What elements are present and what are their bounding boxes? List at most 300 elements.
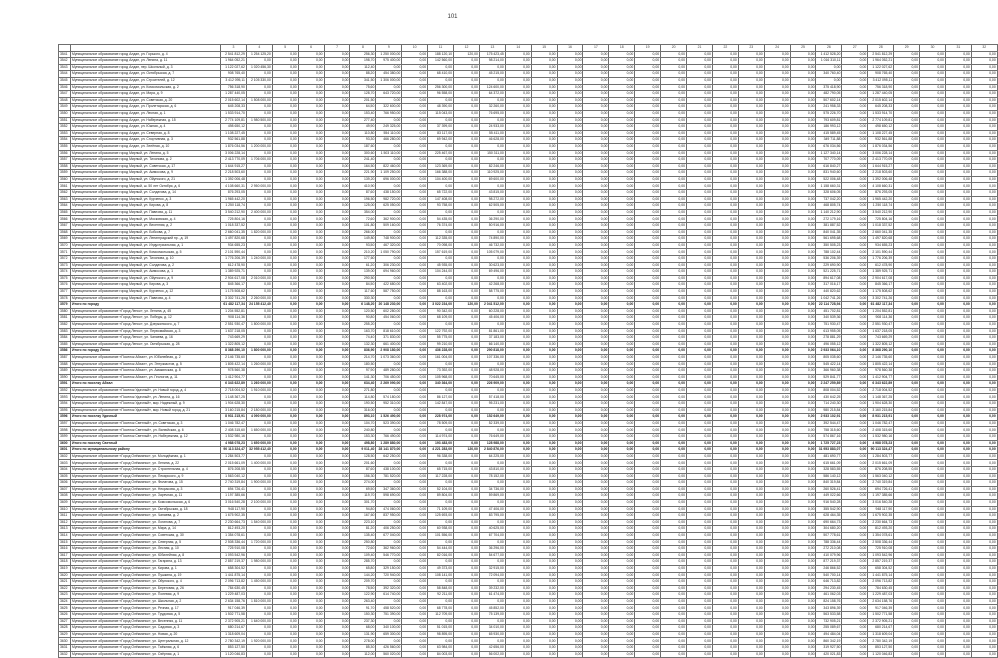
table-cell: 0,00 xyxy=(894,473,920,480)
table-cell: 0,00 xyxy=(505,585,531,592)
table-cell: 0,00 xyxy=(790,374,816,381)
table-cell: 0,00 xyxy=(246,249,272,256)
table-cell: 0,00 xyxy=(842,638,868,645)
table-cell: 271,80 xyxy=(350,387,376,394)
table-cell: 0,00 xyxy=(454,368,480,375)
table-cell: 0,00 xyxy=(661,104,687,111)
table-cell: 0,00 xyxy=(272,480,298,487)
table-cell: 0,00 xyxy=(790,288,816,295)
table-cell: 0,00 xyxy=(712,275,738,282)
table-cell: 0,00 xyxy=(479,519,505,526)
table-cell: 612 478,90 xyxy=(221,262,247,269)
table-cell: 0,00 xyxy=(738,183,764,190)
table-cell: 0,00 xyxy=(635,401,661,408)
table-cell: 932 561,88 xyxy=(221,137,247,144)
table-cell: 0,00 xyxy=(402,242,428,249)
table-cell: 0,00 xyxy=(738,64,764,71)
table-cell: 0,00 xyxy=(894,282,920,289)
table-cell: 0,00 xyxy=(945,203,971,210)
table-cell: 1 675 902,35 xyxy=(221,513,247,520)
table-cell: 0,00 xyxy=(583,150,609,157)
table-cell: 0,00 xyxy=(609,137,635,144)
table-cell: 0,00 xyxy=(764,315,790,322)
table-cell: 104,70 xyxy=(350,420,376,427)
table-cell: 210,20 xyxy=(350,249,376,256)
row-name: Муниципальное образование «Город Олёкминск», ул. Пекарского, д. 9 xyxy=(71,473,221,480)
table-cell: 0,00 xyxy=(712,513,738,520)
table-cell: 0,00 xyxy=(661,196,687,203)
table-cell: 0,00 xyxy=(479,427,505,434)
table-cell: 0,00 xyxy=(531,130,557,137)
table-cell: 0,00 xyxy=(842,150,868,157)
table-cell: 0,00 xyxy=(635,269,661,276)
table-cell: 0,00 xyxy=(738,592,764,599)
table-cell: 0,00 xyxy=(971,58,997,65)
table-cell: 0,00 xyxy=(557,546,583,553)
table-cell: 642 250,00 xyxy=(376,453,402,460)
table-cell: 272 210,08 xyxy=(816,546,842,553)
table-cell: 0,00 xyxy=(945,295,971,302)
row-name: Итого по поселку Айхал xyxy=(71,381,221,388)
table-cell: 341,50 xyxy=(350,77,376,84)
table-cell: 22 114 728,94 xyxy=(816,302,842,309)
table-cell: 0,00 xyxy=(609,645,635,652)
table-cell: 0,00 xyxy=(298,532,324,539)
table-cell: 1 197 385,66 xyxy=(868,493,894,500)
table-cell: 0,00 xyxy=(583,190,609,197)
table-cell: 6 343 622,89 xyxy=(221,381,247,388)
table-cell: 0,00 xyxy=(246,565,272,572)
table-cell: 0,00 xyxy=(324,216,350,223)
table-cell: 1 322 805,12 xyxy=(868,341,894,348)
table-cell: 1 093 542,96 xyxy=(221,552,247,559)
table-cell: 0,00 xyxy=(402,354,428,361)
table-cell: 748 900,00 xyxy=(376,236,402,243)
table-cell: 0,00 xyxy=(945,110,971,117)
table-cell: 0,00 xyxy=(402,420,428,427)
table-cell: 0,00 xyxy=(479,407,505,414)
table-cell: 8 368 290,10 xyxy=(868,348,894,355)
table-cell: 0,00 xyxy=(687,51,713,58)
table-cell: 0,00 xyxy=(402,526,428,533)
table-cell: 354,00 xyxy=(350,209,376,216)
table-cell: 304 680,20 xyxy=(816,526,842,533)
table-cell: 2 541 812,29 xyxy=(868,51,894,58)
table-cell: 46 732,00 xyxy=(479,242,505,249)
row-name: Муниципальное образование город Алдан, ул. Мира, д. 9 xyxy=(71,91,221,98)
table-row xyxy=(59,427,998,434)
table-cell: 0,00 xyxy=(635,137,661,144)
table-cell: 415 589,45 xyxy=(816,130,842,137)
column-header: 22 xyxy=(712,45,738,52)
table-cell: 0,00 xyxy=(583,137,609,144)
table-cell: 0,00 xyxy=(583,559,609,566)
table-cell: 1 018 337,52 xyxy=(868,223,894,230)
table-cell: 0,00 xyxy=(531,97,557,104)
table-cell: 1 289 880,00 xyxy=(376,440,402,447)
table-cell: 0,00 xyxy=(609,282,635,289)
table-cell: 0,00 xyxy=(790,143,816,150)
table-cell: 0,00 xyxy=(661,447,687,454)
table-cell: 70 645,00 xyxy=(479,374,505,381)
table-cell: 0,00 xyxy=(790,645,816,652)
table-cell: 84 003,00 xyxy=(428,651,454,658)
table-cell: 0,00 xyxy=(738,51,764,58)
table-cell: 0,00 xyxy=(790,64,816,71)
row-number: 3617 xyxy=(59,552,71,559)
table-cell: 876 293,05 xyxy=(868,190,894,197)
table-cell: 141,30 xyxy=(350,374,376,381)
table-cell: 0,00 xyxy=(246,315,272,322)
row-number: 3622 xyxy=(59,585,71,592)
table-cell: 612 478,90 xyxy=(868,262,894,269)
table-cell: 0,00 xyxy=(842,625,868,632)
row-name: Муниципальное образование город Мирный, ул. Павлова, д. 11 xyxy=(71,209,221,216)
table-cell: 0,00 xyxy=(790,176,816,183)
table-cell: 0,00 xyxy=(738,308,764,315)
table-cell: 0,00 xyxy=(402,170,428,177)
table-cell: 0,00 xyxy=(609,447,635,454)
table-cell: 0,00 xyxy=(971,381,997,388)
table-cell: 0,00 xyxy=(298,401,324,408)
table-cell: 0,00 xyxy=(894,579,920,586)
table-cell: 0,00 xyxy=(738,526,764,533)
table-cell: 0,00 xyxy=(272,368,298,375)
table-cell: 0,00 xyxy=(557,84,583,91)
table-cell: 0,00 xyxy=(609,467,635,474)
row-name: Муниципальное образование «Город Ленск», ул. Октябрьская, д. 28 xyxy=(71,341,221,348)
table-cell: 0,00 xyxy=(687,91,713,98)
table-cell: 0,00 xyxy=(661,625,687,632)
table-cell: 0,00 xyxy=(272,321,298,328)
table-cell: 0,00 xyxy=(842,387,868,394)
column-header: 14 xyxy=(505,45,531,52)
table-cell: 1 720 000,00 xyxy=(246,539,272,546)
table-cell: 34 010,00 xyxy=(479,625,505,632)
table-cell: 0,00 xyxy=(454,176,480,183)
table-cell: 0,00 xyxy=(376,387,402,394)
table-cell: 0,00 xyxy=(583,183,609,190)
table-cell: 0,00 xyxy=(479,256,505,263)
table-cell: 0,00 xyxy=(583,163,609,170)
table-cell: 0,00 xyxy=(609,612,635,619)
table-cell: 0,00 xyxy=(402,374,428,381)
table-cell: 64,50 xyxy=(350,104,376,111)
table-cell: 0,00 xyxy=(945,368,971,375)
table-row xyxy=(59,110,998,117)
table-cell: 406 250,00 xyxy=(376,526,402,533)
table-cell: 808 004,52 xyxy=(816,387,842,394)
table-cell: 0,00 xyxy=(609,104,635,111)
table-cell: 0,00 xyxy=(557,203,583,210)
table-cell: 0,00 xyxy=(272,486,298,493)
table-cell: 69 942,00 xyxy=(428,137,454,144)
row-name: Муниципальное образование «Город Ленск», ул. Дзержинского, д. 7 xyxy=(71,321,221,328)
row-number: 3607 xyxy=(59,486,71,493)
table-cell: 0,00 xyxy=(531,137,557,144)
table-cell: 0,00 xyxy=(971,236,997,243)
table-cell: 101 556,00 xyxy=(428,532,454,539)
table-cell: 0,00 xyxy=(557,499,583,506)
table-cell: 0,00 xyxy=(402,262,428,269)
row-number: 3620 xyxy=(59,572,71,579)
table-cell: 0,00 xyxy=(790,91,816,98)
table-cell: 1 540 000,00 xyxy=(246,519,272,526)
table-cell: 0,00 xyxy=(971,124,997,131)
table-cell: 0,00 xyxy=(557,565,583,572)
table-cell: 68 778,00 xyxy=(428,605,454,612)
table-row xyxy=(59,493,998,500)
table-cell: 0,00 xyxy=(298,546,324,553)
table-cell: 837 950,00 xyxy=(376,513,402,520)
table-cell: 0,00 xyxy=(557,480,583,487)
table-cell: 0,00 xyxy=(842,302,868,309)
table-cell: 0,00 xyxy=(454,190,480,197)
table-cell: 0,00 xyxy=(454,110,480,117)
table-cell: 0,00 xyxy=(505,137,531,144)
table-cell: 0,00 xyxy=(246,335,272,342)
table-cell: 0,00 xyxy=(609,460,635,467)
table-cell: 0,00 xyxy=(298,539,324,546)
table-cell: 0,00 xyxy=(531,91,557,98)
table-cell: 0,00 xyxy=(402,176,428,183)
table-cell: 0,00 xyxy=(764,282,790,289)
table-cell: 0,00 xyxy=(531,282,557,289)
table-cell: 349 711,88 xyxy=(816,137,842,144)
table-cell: 0,00 xyxy=(661,506,687,513)
table-cell: 0,00 xyxy=(712,532,738,539)
table-cell: 0,00 xyxy=(920,288,946,295)
table-cell: 0,00 xyxy=(557,97,583,104)
table-cell: 1 046 782,47 xyxy=(221,420,247,427)
table-cell: 0,00 xyxy=(531,209,557,216)
column-header: 24 xyxy=(764,45,790,52)
table-cell: 0,00 xyxy=(246,572,272,579)
table-cell: 0,00 xyxy=(738,559,764,566)
table-cell: 0,00 xyxy=(635,585,661,592)
table-cell: 0,00 xyxy=(661,249,687,256)
table-cell: 0,00 xyxy=(712,374,738,381)
table-cell: 0,00 xyxy=(842,598,868,605)
table-cell: 0,00 xyxy=(661,143,687,150)
table-cell: 0,00 xyxy=(894,321,920,328)
table-cell: 0,00 xyxy=(557,598,583,605)
table-cell: 0,00 xyxy=(738,625,764,632)
row-name: Муниципальное образование город Алдан, ул. Набережная, д. 15 xyxy=(71,117,221,124)
table-cell: 0,00 xyxy=(298,190,324,197)
table-cell: 0,00 xyxy=(609,519,635,526)
table-cell: 0,00 xyxy=(454,321,480,328)
table-cell: 0,00 xyxy=(479,275,505,282)
table-cell: 0,00 xyxy=(842,618,868,625)
table-cell: 934 655,23 xyxy=(221,242,247,249)
table-row xyxy=(59,288,998,295)
table-cell: 0,00 xyxy=(635,387,661,394)
table-cell: 422 680,00 xyxy=(376,282,402,289)
table-cell: 84,50 xyxy=(350,282,376,289)
table-cell: 0,00 xyxy=(246,368,272,375)
table-cell: 0,00 xyxy=(376,499,402,506)
table-cell: 0,00 xyxy=(324,612,350,619)
table-cell: 0,00 xyxy=(842,282,868,289)
table-cell: 436 228,00 xyxy=(428,348,454,355)
table-row xyxy=(59,434,998,441)
table-cell: 0,00 xyxy=(609,572,635,579)
table-cell: 0,00 xyxy=(505,216,531,223)
table-cell: 2 372 905,21 xyxy=(868,618,894,625)
table-cell: 105 968,00 xyxy=(428,374,454,381)
table-cell: 0,00 xyxy=(272,625,298,632)
table-cell: 237,30 xyxy=(350,618,376,625)
table-cell: 0,00 xyxy=(324,605,350,612)
table-row xyxy=(59,585,998,592)
table-cell: 0,00 xyxy=(402,618,428,625)
table-cell: 1 563 040,12 xyxy=(868,473,894,480)
column-header: 19 xyxy=(635,45,661,52)
table-cell: 294 230,45 xyxy=(816,585,842,592)
table-cell: 0,00 xyxy=(505,513,531,520)
table-cell: 0,00 xyxy=(609,262,635,269)
table-cell: 0,00 xyxy=(272,262,298,269)
table-cell: 0,00 xyxy=(505,579,531,586)
table-cell: 1 284 503,77 xyxy=(868,453,894,460)
table-cell: 0,00 xyxy=(454,460,480,467)
table-cell: 0,00 xyxy=(298,242,324,249)
table-cell: 0,00 xyxy=(712,97,738,104)
table-cell: 0,00 xyxy=(764,328,790,335)
table-cell: 0,00 xyxy=(687,387,713,394)
table-cell: 142 560,00 xyxy=(428,58,454,65)
row-number: 3608 xyxy=(59,493,71,500)
table-cell: 0,00 xyxy=(712,480,738,487)
table-cell: 876 208,55 xyxy=(868,467,894,474)
table-row xyxy=(59,559,998,566)
table-row xyxy=(59,387,998,394)
row-number: 3560 xyxy=(59,176,71,183)
table-cell: 0,00 xyxy=(402,631,428,638)
table-cell: 0,00 xyxy=(712,256,738,263)
table-cell: 0,00 xyxy=(557,58,583,65)
row-number: 3589 xyxy=(59,368,71,375)
table-cell: 0,00 xyxy=(557,256,583,263)
table-cell: 0,00 xyxy=(454,341,480,348)
table-cell: 0,00 xyxy=(402,71,428,78)
table-cell: 0,00 xyxy=(712,467,738,474)
table-cell: 139,20 xyxy=(350,176,376,183)
table-cell: 0,00 xyxy=(298,143,324,150)
table-cell: 0,00 xyxy=(402,434,428,441)
table-cell: 0,00 xyxy=(790,84,816,91)
table-cell: 122 792,00 xyxy=(428,328,454,335)
table-cell: 0,00 xyxy=(609,513,635,520)
table-cell: 0,00 xyxy=(376,229,402,236)
table-cell: 2 408 315,60 xyxy=(868,427,894,434)
table-cell: 0,00 xyxy=(402,546,428,553)
table-cell: 0,00 xyxy=(505,275,531,282)
table-cell: 0,00 xyxy=(324,440,350,447)
table-cell: 1 810 000,00 xyxy=(246,598,272,605)
table-cell: 0,00 xyxy=(324,493,350,500)
table-cell: 0,00 xyxy=(842,565,868,572)
table-cell: 0,00 xyxy=(324,97,350,104)
table-cell: 0,00 xyxy=(738,341,764,348)
table-cell: 93 758,00 xyxy=(428,203,454,210)
table-cell: 340 539,36 xyxy=(816,315,842,322)
table-cell: 0,00 xyxy=(402,51,428,58)
table-cell: 0,00 xyxy=(712,117,738,124)
table-cell: 0,00 xyxy=(738,117,764,124)
table-cell: 975 400,00 xyxy=(376,58,402,65)
table-cell: 0,00 xyxy=(738,473,764,480)
table-cell: 0,00 xyxy=(583,117,609,124)
table-cell: 0,00 xyxy=(298,434,324,441)
table-cell: 0,00 xyxy=(945,91,971,98)
table-cell: 0,00 xyxy=(583,447,609,454)
table-cell: 0,00 xyxy=(531,618,557,625)
table-cell: 0,00 xyxy=(402,223,428,230)
table-cell: 0,00 xyxy=(738,598,764,605)
table-cell: 0,00 xyxy=(738,262,764,269)
table-cell: 57 418,00 xyxy=(479,394,505,401)
table-cell: 0,00 xyxy=(531,381,557,388)
table-cell: 0,00 xyxy=(454,480,480,487)
table-cell: 0,00 xyxy=(635,249,661,256)
table-cell: 0,00 xyxy=(479,499,505,506)
table-cell: 0,00 xyxy=(661,579,687,586)
table-cell: 0,00 xyxy=(738,58,764,65)
table-cell: 0,00 xyxy=(609,236,635,243)
table-cell: 0,00 xyxy=(945,434,971,441)
table-cell: 0,00 xyxy=(531,506,557,513)
table-cell: 161 004,00 xyxy=(428,354,454,361)
table-cell: 0,00 xyxy=(712,631,738,638)
table-cell: 0,00 xyxy=(505,209,531,216)
table-cell: 0,00 xyxy=(712,288,738,295)
table-cell: 0,00 xyxy=(246,58,272,65)
table-cell: 0,00 xyxy=(272,256,298,263)
table-cell: 0,00 xyxy=(428,229,454,236)
table-cell: 0,00 xyxy=(609,559,635,566)
table-cell: 0,00 xyxy=(971,97,997,104)
table-cell: 0,00 xyxy=(583,513,609,520)
table-cell: 0,00 xyxy=(764,387,790,394)
table-cell: 0,00 xyxy=(764,104,790,111)
table-cell: 0,00 xyxy=(298,223,324,230)
table-cell: 0,00 xyxy=(583,209,609,216)
table-cell: 112,40 xyxy=(350,64,376,71)
table-cell: 0,00 xyxy=(971,176,997,183)
table-cell: 0,00 xyxy=(920,546,946,553)
table-cell: 680 214,67 xyxy=(221,625,247,632)
table-row xyxy=(59,58,998,65)
table-cell: 0,00 xyxy=(557,229,583,236)
table-cell: 0,00 xyxy=(609,321,635,328)
table-cell: 1 389 925,71 xyxy=(221,269,247,276)
table-cell: 0,00 xyxy=(687,552,713,559)
table-cell: 0,00 xyxy=(971,625,997,632)
table-cell: 1 637 218,05 xyxy=(221,328,247,335)
table-cell: 0,00 xyxy=(971,321,997,328)
table-cell: 0,00 xyxy=(635,546,661,553)
table-cell: 0,00 xyxy=(454,414,480,421)
table-cell: 0,00 xyxy=(894,124,920,131)
table-cell: 0,00 xyxy=(402,84,428,91)
table-cell: 0,00 xyxy=(246,434,272,441)
table-cell: 0,00 xyxy=(712,242,738,249)
table-cell: 0,00 xyxy=(842,381,868,388)
table-cell: 0,00 xyxy=(609,579,635,586)
table-cell: 0,00 xyxy=(945,315,971,322)
